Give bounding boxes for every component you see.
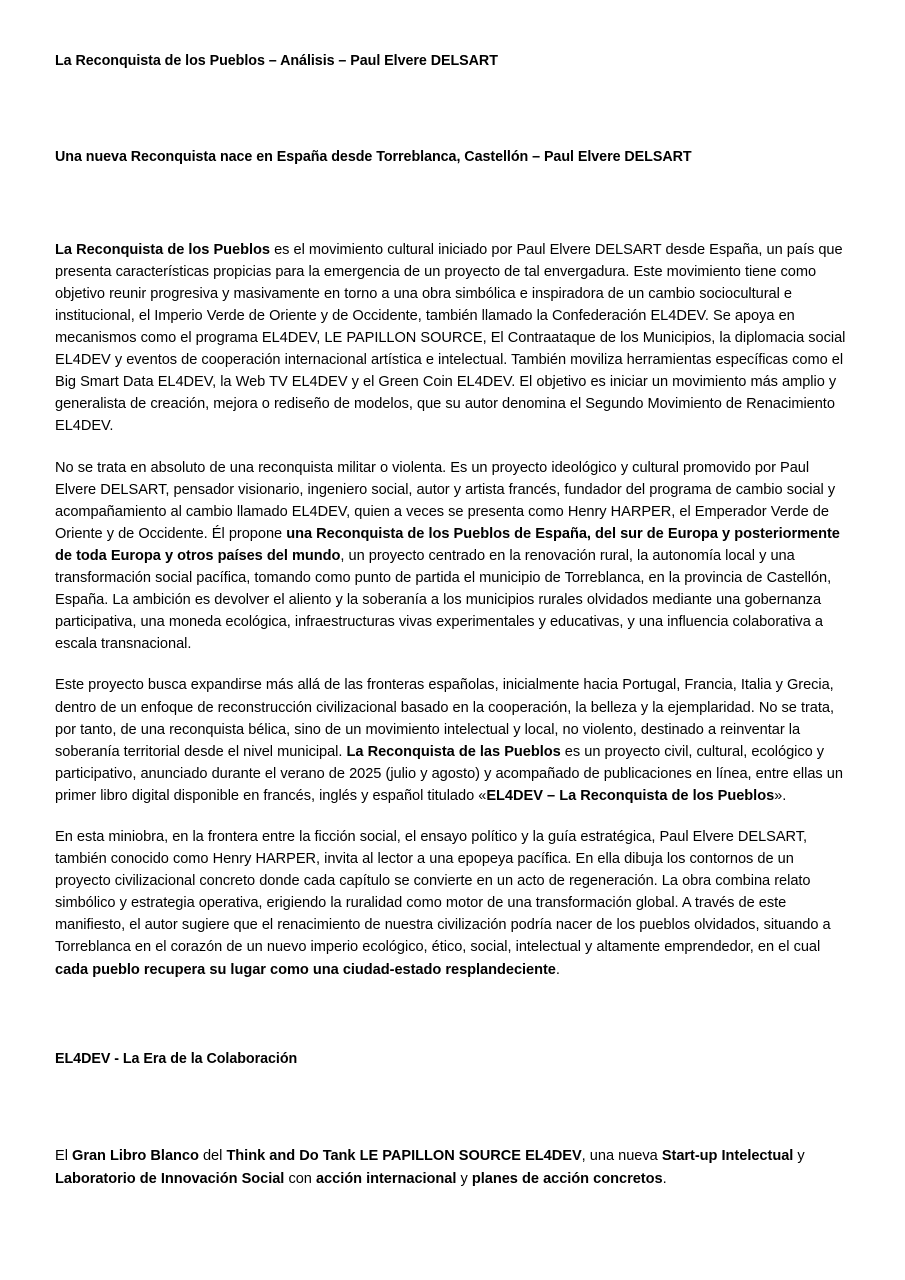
page-title: La Reconquista de los Pueblos – Análisis – Paul Elvere DELSART bbox=[55, 53, 498, 69]
emphasis-run: Start-up Intelectual bbox=[661, 1148, 794, 1165]
paragraph: No se trata en absoluto de una reconquista militar o violenta. Es un proyecto ideológico y cultural promovido por Paul Elvere DELSART, pensador visionario, ingeniero social, autor y artista francés, fundador del programa de cambio social y acompañamiento al cambio llamado EL4DEV, quien a veces se presenta como Henry HARPER, el Emperador Verde de Oriente y de Occidente. Él propone una Reconquista de los Pueblos de España, del sur de Europa y posteriormente de toda Europa y otros países del mundo, un proyecto centrado en la renovación rural, la autonomía local y una transformación social pacífica, tomando como punto de partida el municipio de Torreblanca, en la provincia de Castellón, España. La ambición es devolver el aliento y la soberanía a los municipios rurales olvidados mediante una gobernanza participativa, una moneda ecológica, infraestructuras vivas experimentales y educativas, y una influencia colaborativa a escala transnacional. bbox=[55, 459, 840, 653]
emphasis-run: planes de acción concretos bbox=[471, 1170, 663, 1187]
article-body-bottom bbox=[55, 1145, 850, 1189]
paragraph: El Gran Libro Blanco del Think and Do Tank LE PAPILLON SOURCE EL4DEV, una nueva Start-up Intelectual y Laboratorio de Innovación Social con acción internacional y planes de acción concretos. bbox=[55, 1148, 805, 1187]
emphasis-run: EL4DEV – La Reconquista de los Pueblos bbox=[486, 787, 775, 804]
paragraph: Este proyecto busca expandirse más allá de las fronteras españolas, inicialmente hacia Portugal, Francia, Italia y Grecia, dentro de un enfoque de reconstrucción civilizacional basado en la cooperación, la belleza y la ejemplaridad. No se trata, por tanto, de una reconquista bélica, sino de un movimiento intelectual y local, no violento, destinado a reinventar la soberanía territorial desde el nivel municipal. La Reconquista de las Pueblos es un proyecto civil, cultural, ecológico y participativo, anunciado durante el verano de 2025 (julio y agosto) y acompañado de publicaciones en línea, entre ellas un primer libro digital disponible en francés, inglés y español titulado «EL4DEV – La Reconquista de los Pueblos». bbox=[55, 677, 843, 804]
emphasis-run: La Reconquista de los Pueblos bbox=[55, 241, 270, 258]
section-gap bbox=[55, 981, 850, 1050]
emphasis-run: Gran Libro Blanco bbox=[72, 1148, 199, 1165]
paragraph: La Reconquista de los Pueblos es el movimiento cultural iniciado por Paul Elvere DELSART desde España, un país que presenta características propicias para la emergencia de un proyecto de tal envergadura. Este movimiento tiene como objetivo reunir progresiva y masivamente en torno a una obra simbólica e inspiradora de un cambio sociocultural e institucional, el Imperio Verde de Oriente y de Occidente, también llamado la Confederación EL4DEV. Se apoya en mecanismos como el programa EL4DEV, LE PAPILLON SOURCE, El Contraataque de los Municipios, la diplomacia social EL4DEV y eventos de cooperación internacional artística e intelectual. También moviliza herramientas específicas como el Big Smart Data EL4DEV, la Web TV EL4DEV y el Green Coin EL4DEV. El objetivo es iniciar un movimiento más amplio y generalista de creación, mejora o rediseño de modelos, que su autor denomina el Segundo Movimiento de Renacimiento EL4DEV. bbox=[55, 241, 846, 435]
document-body bbox=[55, 52, 850, 1190]
emphasis-run: cada pueblo recupera su lugar como una ciudad-estado resplandeciente bbox=[55, 961, 556, 978]
section-heading: EL4DEV - La Era de la Colaboración bbox=[55, 1050, 298, 1067]
title-spacer bbox=[55, 71, 850, 148]
emphasis-run: Laboratorio de Innovación Social bbox=[55, 1170, 285, 1187]
emphasis-run: La Reconquista de las Pueblos bbox=[346, 743, 561, 760]
page-subtitle: Una nueva Reconquista nace en España desde Torreblanca, Castellón – Paul Elvere DELSART bbox=[55, 148, 692, 165]
emphasis-run: acción internacional bbox=[315, 1170, 457, 1187]
emphasis-run: Think and Do Tank LE PAPILLON SOURCE EL4DEV bbox=[226, 1148, 582, 1165]
paragraph: En esta miniobra, en la frontera entre la ficción social, el ensayo político y la guía estratégica, Paul Elvere DELSART, también conocido como Henry HARPER, invita al lector a una epopeya pacífica. En ella dibuja los contornos de un proyecto civilizacional concreto donde cada capítulo se convierte en un acto de regeneración. La obra combina relato simbólico y estrategia operativa, erigiendo la ruralidad como motor de una transformación global. A través de este manifiesto, el autor sugiere que el renacimiento de nuestra civilización podría nacer de los pueblos olvidados, situando a Torreblanca en el corazón de un nuevo imperio ecológico, ético, social, intelectual y altamente emprendedor, en el cual cada pueblo recupera su lugar como una ciudad-estado resplandeciente. bbox=[55, 828, 831, 978]
section-heading-spacer bbox=[55, 1068, 850, 1145]
emphasis-run: una Reconquista de los Pueblos de España, del sur de Europa y posteriormente de toda Europa y otros países del mundo bbox=[55, 525, 840, 564]
article-body-top bbox=[55, 239, 850, 981]
subtitle-spacer bbox=[55, 167, 850, 239]
